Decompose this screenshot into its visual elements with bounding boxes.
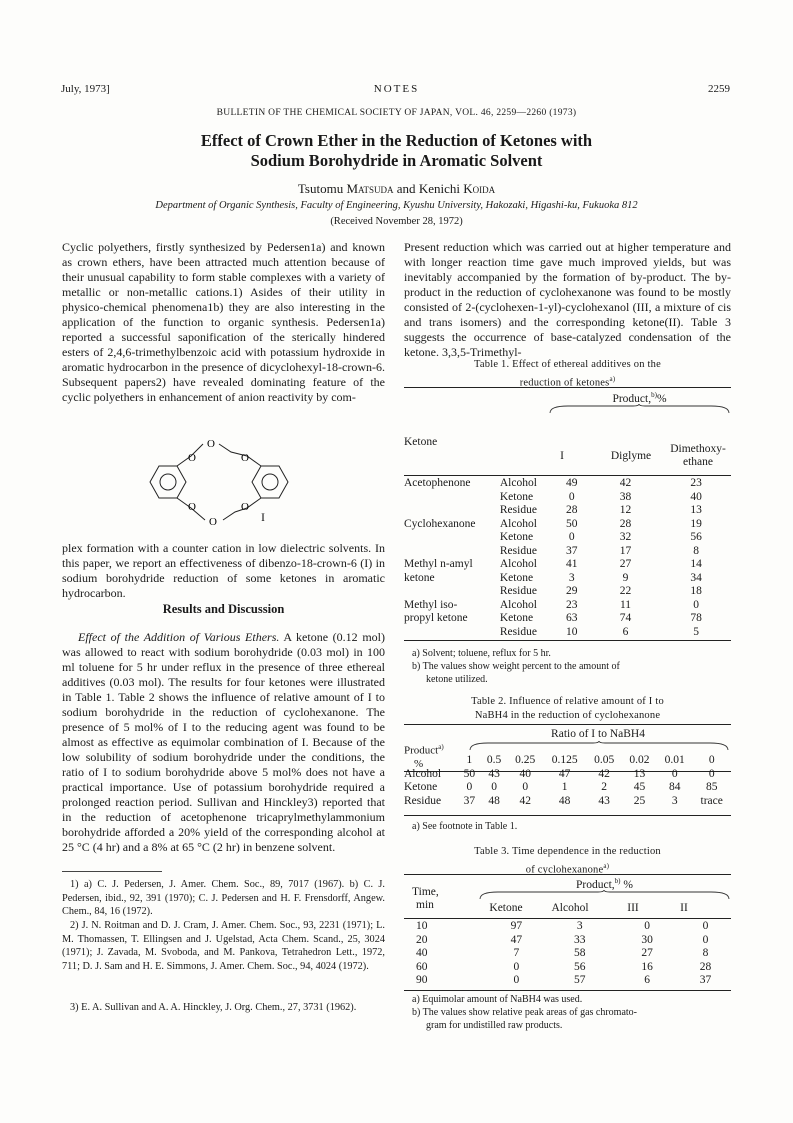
- table1-product-label: Product,: [612, 392, 652, 405]
- table3-col-iii: III: [627, 902, 639, 914]
- table3-cell: 28: [699, 960, 712, 973]
- table1-product-sup: b): [651, 391, 657, 399]
- table1-product-type: Alcohol: [499, 477, 537, 489]
- table1-cell-dme: 19: [690, 517, 702, 530]
- table1-cell-i: 10: [565, 625, 578, 638]
- table3-top-rule: [404, 874, 731, 875]
- table-row: [402, 545, 731, 559]
- table2-ratio-header: 0.5: [486, 754, 502, 766]
- table-row: [402, 934, 731, 948]
- intro-paragraph: Cyclic polyethers, firstly synthesized by Pedersen1a) and known as crown ethers, have been attracted much attention because of their unusual capability to form stable complexes with a variety of metallic or non-metallic cations.1) Asides of their utility in physico-chemical phenomena1b) they are also interesting in the application of the function to organic synthesis. Pedersen1a) reported a successful saponification of the sterically hindered esters of 2,4,6-trimethylbenzoic acid with potassium hydroxide in aromatic hydrocarbon in the presence of dicyclohexyl-18-crown-6. Subsequent papers2) have revealed dominating feature of the cyclic polyethers in enhancement of anion reactivity by com-: [62, 240, 385, 404]
- table1-ketone-name: Cyclohexanone: [404, 517, 476, 530]
- table3-cell: 37: [699, 974, 712, 986]
- table1-product-type: Residue: [499, 585, 537, 597]
- oxygen-atom-lr: O: [241, 501, 249, 513]
- oxygen-atom-ur: O: [241, 452, 249, 464]
- table3-min-label: min: [416, 899, 434, 911]
- table1-cell-i: 49: [565, 477, 578, 489]
- table2-cell: 0: [491, 781, 497, 793]
- author2-given: Kenichi: [418, 181, 464, 196]
- table3-cell: 0: [513, 974, 520, 986]
- table3-cell: 30: [641, 933, 653, 946]
- table1-cell-i: 3: [568, 571, 575, 584]
- table1-ketone-name: Methyl n-amyl: [404, 558, 473, 570]
- footnote-2: 2) J. N. Roitman and D. J. Cram, J. Amer. Chem. Soc., 93, 2231 (1971); L. M. Thomassen, T. Ellingsen and J. Ugelstad, Acta Chem. Scand., 25, 3024 (1971); J. Zavada, M. Svoboda, and M. Pankova, Tetrahedron Lett., 1972, 711; D. J. Sam and H. E. Simmons, J. Amer. Chem. Soc., 94, 4024 (1972).: [62, 920, 385, 972]
- table1-cell-dme: 18: [690, 585, 702, 597]
- table1-ketone-name: [402, 626, 498, 640]
- table1-col-dme: [662, 443, 734, 469]
- article-title: [100, 131, 693, 171]
- table3-time-label: Time,: [412, 886, 439, 898]
- table3-col-time: [412, 886, 439, 912]
- table3-caption: [404, 845, 731, 878]
- table1-cell-i: 41: [565, 558, 578, 570]
- structure-label: I: [261, 510, 265, 524]
- table1-cell-diglyme: 27: [619, 558, 632, 570]
- table2-ratio-header: 0.02: [629, 754, 650, 766]
- table2-cell: 45: [633, 781, 646, 793]
- table1-cell-dme: 0: [693, 598, 700, 611]
- table2-ratio-header: 0.05: [594, 754, 615, 766]
- table1-product-type: Alcohol: [499, 558, 537, 570]
- table3-cell: 7: [513, 947, 520, 959]
- table1-cell-dme: 34: [690, 571, 702, 584]
- table1-cell-dme: 56: [690, 531, 702, 543]
- table2-ratio-header: 0.01: [664, 754, 685, 766]
- table1-product-type: Residue: [499, 544, 537, 557]
- table3-caption-line1: Table 3. Time dependence in the reduction: [474, 846, 661, 857]
- table3-cell: 0: [702, 920, 709, 932]
- table2-cell: 13: [633, 767, 646, 780]
- journal-citation: BULLETIN OF THE CHEMICAL SOCIETY OF JAPAN, VOL. 46, 2259—2260 (1973): [216, 108, 577, 118]
- author1-family: Matsuda: [346, 181, 394, 196]
- table-row: [402, 572, 731, 586]
- table2-caption: [404, 695, 731, 723]
- table2-cell: 0: [708, 767, 715, 780]
- intro-paragraph-2: plex formation with a counter cation in low dielectric solvents. In this paper, we report an effectiveness of dibenzo-18-crown-6 (I) in sodium borohydride reduction of some ketones in aromatic hydrocarbon.: [62, 541, 385, 600]
- table1-product-type: Residue: [499, 625, 537, 638]
- table1-product-type: Ketone: [499, 490, 534, 503]
- table1-cell-i: 29: [565, 585, 578, 597]
- table1-col-diglyme: Diglyme: [610, 450, 652, 462]
- footnote-rule: [62, 871, 162, 872]
- table3-notes: [412, 993, 732, 1032]
- table1-ketone-name: Acetophenone: [404, 477, 471, 489]
- table1-ketone-name: propyl ketone: [404, 612, 468, 624]
- table1-product-unit: %: [656, 392, 667, 405]
- table2-top-rule: [404, 724, 731, 725]
- table2-brace: [468, 741, 730, 751]
- table2-product-label: Product: [404, 744, 439, 757]
- table2-cell: 43: [598, 794, 610, 807]
- table1-body: [402, 477, 731, 639]
- table3-time: 20: [416, 933, 428, 946]
- table3-cell: 58: [574, 947, 586, 959]
- table1-caption-text: reduction of ketones: [519, 377, 610, 389]
- table3-time: 10: [416, 920, 428, 932]
- author2-family: Koida: [463, 181, 496, 196]
- table1-cell-diglyme: 9: [622, 571, 629, 584]
- table3-col-ii: II: [680, 902, 688, 914]
- table2-caption-line2: NaBH4 in the reduction of cyclohexanone: [474, 710, 661, 721]
- table1-caption: [404, 358, 731, 391]
- table3-col-alcohol: Alcohol: [551, 902, 589, 914]
- table1-cell-dme: 13: [690, 504, 702, 516]
- table-row: [402, 768, 731, 782]
- table1-col-i: I: [560, 450, 564, 462]
- table2-cell: 1: [561, 781, 568, 793]
- table2-product-type: Residue: [404, 794, 442, 807]
- table3-brace: [478, 890, 731, 900]
- table3-header-rule: [404, 918, 731, 919]
- table1-cell-dme: 8: [693, 544, 700, 557]
- footnote-1: 1) a) C. J. Pedersen, J. Amer. Chem. Soc., 89, 7017 (1967). b) C. J. Pedersen, ibid., 92, 391 (1970); C. J. Pedersen and H. F. Frensdorff, Angew. Chem., 84, 16 (1972).: [62, 879, 385, 917]
- table2-cell: 48: [558, 794, 571, 807]
- table3-note-a: a) Equimolar amount of NaBH4 was used.: [412, 994, 583, 1005]
- table1-cell-diglyme: 38: [619, 490, 632, 503]
- table3-cell: 16: [641, 960, 653, 973]
- table3-product-unit: %: [623, 878, 633, 891]
- table2-cell: 2: [601, 781, 608, 793]
- author-and: and: [393, 181, 419, 196]
- table-row: [402, 491, 731, 505]
- results-text: A ketone (0.12 mol) was allowed to react with sodium borohydride (0.03 mol) in 100 ml toluene for 5 hr under reflux in the presence of three ethereal additives (0.03 mol). The results for four ketones were illustrated in Table 1. Table 2 shows the influence of relative amount of I to sodium borohydride in the reduction of cyclohexanone. The presence of 5 mol% of I to the reducing agent was found to be almost as effective as equimolar combination of I. Because of the low solubility of sodium borohydride under the conditions, the ratio of I to sodium borohydride above 5 mol% does not have a practical importance. Use of potassium borohydride required a prolonged reaction period. Sullivan and Hinckley3) reported that in the reduction of acetophenone tricaprylmethylammonium borohydride afforded a 20% yield of the corresponding alcohol at 25 °C (4 hr) and a 8% at 65 °C (2 hr) in benzene solvent.: [62, 630, 385, 854]
- running-header-date: July, 1973]: [61, 83, 110, 95]
- table-row: [402, 558, 731, 572]
- table1-cell-dme: 14: [690, 558, 702, 570]
- table2-ratio-header: 0.125: [551, 754, 578, 766]
- table3-cell: 27: [641, 947, 653, 959]
- page-number: 2259: [708, 83, 730, 95]
- table2-ratio-header: 0.25: [515, 754, 536, 766]
- table1-product-type: Ketone: [499, 531, 534, 543]
- table-row: [402, 795, 731, 809]
- table3-cell: 3: [576, 920, 583, 932]
- table1-cell-diglyme: 74: [619, 612, 632, 624]
- table1-cell-diglyme: 11: [619, 598, 632, 611]
- table-row: [402, 974, 731, 988]
- table1-product-type: Ketone: [499, 571, 534, 584]
- table-row: [402, 585, 731, 599]
- table2-body: [402, 754, 731, 808]
- table1-ketone-name: [402, 504, 498, 518]
- table1-top-rule: [404, 387, 731, 388]
- table1-cell-dme: 23: [690, 477, 702, 489]
- footnote-3: 3) E. A. Sullivan and A. A. Hinckley, J. Org. Chem., 27, 3731 (1962).: [70, 1002, 357, 1013]
- table3-cell: 56: [574, 960, 586, 973]
- table1-ketone-name: [402, 491, 498, 505]
- table2-ratio-header-row: [402, 754, 731, 768]
- table1-note-b-cont: ketone utilized.: [426, 674, 488, 685]
- table2-cell: 25: [633, 794, 646, 807]
- table2-product-type: Alcohol: [404, 767, 442, 780]
- table3-body: [402, 920, 731, 988]
- table2-cell: 0: [671, 767, 678, 780]
- table2-cell: 85: [705, 781, 718, 793]
- title-line-2: Sodium Borohydride in Aromatic Solvent: [250, 151, 543, 170]
- table1-product-type: Alcohol: [499, 598, 537, 611]
- table1-cell-diglyme: 17: [619, 544, 632, 557]
- table2-caption-line1: Table 2. Influence of relative amount of I to: [471, 696, 664, 707]
- table-row: [402, 961, 731, 975]
- table3-cell: 33: [574, 933, 586, 946]
- table2-cell: 0: [466, 781, 473, 793]
- table3-cell: 8: [702, 947, 709, 959]
- table2-cell: 40: [519, 767, 531, 780]
- table3-cell: 0: [702, 933, 709, 946]
- table-row: [402, 626, 731, 640]
- table2-col-ratio: Ratio of I to NaBH4: [551, 728, 645, 740]
- table2-cell: 42: [598, 767, 610, 780]
- table1-cell-dme: 5: [693, 625, 700, 638]
- table-row: [402, 504, 731, 518]
- table1-ketone-name: ketone: [404, 571, 435, 584]
- table1-col-dme-line2: ethane: [682, 456, 713, 468]
- table1-cell-i: 23: [565, 598, 578, 611]
- table3-cell: 6: [644, 974, 651, 986]
- table1-cell-diglyme: 28: [619, 517, 632, 530]
- table-row: [402, 781, 731, 795]
- oxygen-atom-ul: O: [188, 452, 196, 464]
- table1-cell-dme: 40: [690, 490, 702, 503]
- table3-caption-sup: a): [603, 862, 610, 870]
- table-row: [402, 947, 731, 961]
- received-date: (Received November 28, 1972): [330, 216, 463, 227]
- table1-cell-diglyme: 22: [619, 585, 632, 597]
- table3-product-label: Product,: [576, 878, 615, 891]
- table1-ketone-name: Methyl iso-: [404, 598, 458, 611]
- table1-note-a: a) Solvent; toluene, reflux for 5 hr.: [412, 648, 551, 659]
- table-row: [402, 477, 731, 491]
- table1-cell-i: 50: [565, 517, 578, 530]
- table2-cell: 50: [463, 767, 476, 780]
- title-line-1: Effect of Crown Ether in the Reduction of Ketones with: [200, 131, 593, 150]
- table1-product-type: Residue: [499, 504, 537, 516]
- table2-cell: 48: [488, 794, 500, 807]
- oxygen-atom-top: O: [207, 438, 215, 450]
- table2-product-sup: a): [438, 743, 444, 751]
- table1-header-rule: [404, 475, 731, 476]
- table3-col-ketone: Ketone: [489, 902, 523, 914]
- table1-col-product: [548, 391, 731, 405]
- table3-product-sup: b): [614, 877, 621, 885]
- authors: [0, 181, 793, 197]
- table3-bottom-rule: [404, 990, 731, 991]
- table1-note-b: b) The values show weight percent to the amount of: [412, 661, 620, 672]
- table2-cell: 0: [522, 781, 529, 793]
- results-paragraph: [62, 630, 385, 855]
- table3-cell: 0: [644, 920, 651, 932]
- table3-caption-text: of cyclohexanone: [525, 864, 604, 876]
- table2-cell: 3: [671, 794, 678, 807]
- dibenzo-crown-structure: [145, 434, 295, 530]
- table1-cell-i: 0: [568, 531, 575, 543]
- table2-cell: 47: [558, 767, 571, 780]
- table3-time: 60: [416, 960, 428, 973]
- table2-cell: 43: [488, 767, 500, 780]
- table2-cell: 37: [463, 794, 476, 807]
- table3-col-product: [478, 877, 731, 891]
- table-row: [402, 599, 731, 613]
- table3-cell: 97: [510, 920, 523, 932]
- table1-ketone-name: [402, 585, 498, 599]
- oxygen-atom-ll: O: [188, 501, 196, 513]
- table1-brace: [548, 404, 731, 414]
- table2-header-spacer: [402, 754, 458, 768]
- table1-cell-i: 37: [565, 544, 578, 557]
- table1-col-dme-line1: Dimethoxy-: [670, 443, 726, 455]
- table1-notes: [412, 647, 732, 686]
- table3-note-b: b) The values show relative peak areas of gas chromato-: [412, 1007, 638, 1018]
- table1-bottom-rule: [404, 640, 731, 641]
- section-heading: Results and Discussion: [162, 602, 285, 616]
- table1-caption-line1: Table 1. Effect of ethereal additives on the: [474, 359, 661, 370]
- table-row: [402, 518, 731, 532]
- subsection-heading: Effect of the Addition of Various Ethers.: [78, 630, 280, 644]
- table2-cell: 42: [519, 794, 531, 807]
- table2-ratio-header: 1: [466, 754, 473, 766]
- table1-cell-i: 0: [568, 490, 575, 503]
- table1-caption-sup: a): [609, 375, 616, 383]
- table-row: [402, 531, 731, 545]
- table3-note-b-cont: gram for undistilled raw products.: [426, 1020, 563, 1031]
- table1-ketone-name: [402, 545, 498, 559]
- table1-product-type: Alcohol: [499, 517, 537, 530]
- table3-time: 40: [416, 947, 428, 959]
- running-header-section: NOTES: [373, 83, 420, 95]
- oxygen-atom-bottom: O: [209, 516, 217, 528]
- table3-cell: 47: [510, 933, 523, 946]
- table2-note: a) See footnote in Table 1.: [412, 821, 518, 832]
- table-row: [402, 920, 731, 934]
- table-row: [402, 612, 731, 626]
- table2-ratio-header: 0: [708, 754, 715, 766]
- table2-cell: 84: [668, 781, 681, 793]
- table1-col-ketone: Ketone: [404, 436, 438, 448]
- table1-cell-dme: 78: [690, 612, 702, 624]
- table3-time: 90: [416, 974, 428, 986]
- table1-ketone-name: [402, 531, 498, 545]
- table2-bottom-rule: [404, 815, 731, 816]
- table1-cell-i: 63: [565, 612, 578, 624]
- table1-cell-diglyme: 42: [619, 477, 632, 489]
- table1-cell-diglyme: 12: [619, 504, 632, 516]
- table2-product-unit: %: [414, 757, 424, 770]
- author1-given: Tsutomu: [297, 181, 347, 196]
- table2-cell: trace: [700, 794, 723, 807]
- table1-product-type: Ketone: [499, 612, 534, 624]
- table1-cell-diglyme: 6: [622, 625, 629, 638]
- table3-cell: 0: [513, 960, 520, 973]
- table1-cell-diglyme: 32: [619, 531, 632, 543]
- affiliation: Department of Organic Synthesis, Faculty of Engineering, Kyushu University, Hakozaki, Higashi-ku, Fukuoka 812: [155, 200, 638, 211]
- table3-cell: 57: [574, 974, 586, 986]
- table1-cell-i: 28: [565, 504, 578, 516]
- table2-product-type: Ketone: [404, 781, 438, 793]
- discussion-paragraph: Present reduction which was carried out at higher temperature and with longer reaction time gave much improved yields, but was inevitably accompanied by the formation of by-product. The by-product in the reduction of cyclohexanone was found to be mostly consisted of 2-(cyclohexen-1-yl)-cyclohexanol (III, a mixture of cis and trans isomers) and the corresponding ketone(II). Table 3 suggests the occurrence of base-catalyzed condensation of the ketone. 3,3,5-Trimethyl-: [404, 240, 731, 359]
